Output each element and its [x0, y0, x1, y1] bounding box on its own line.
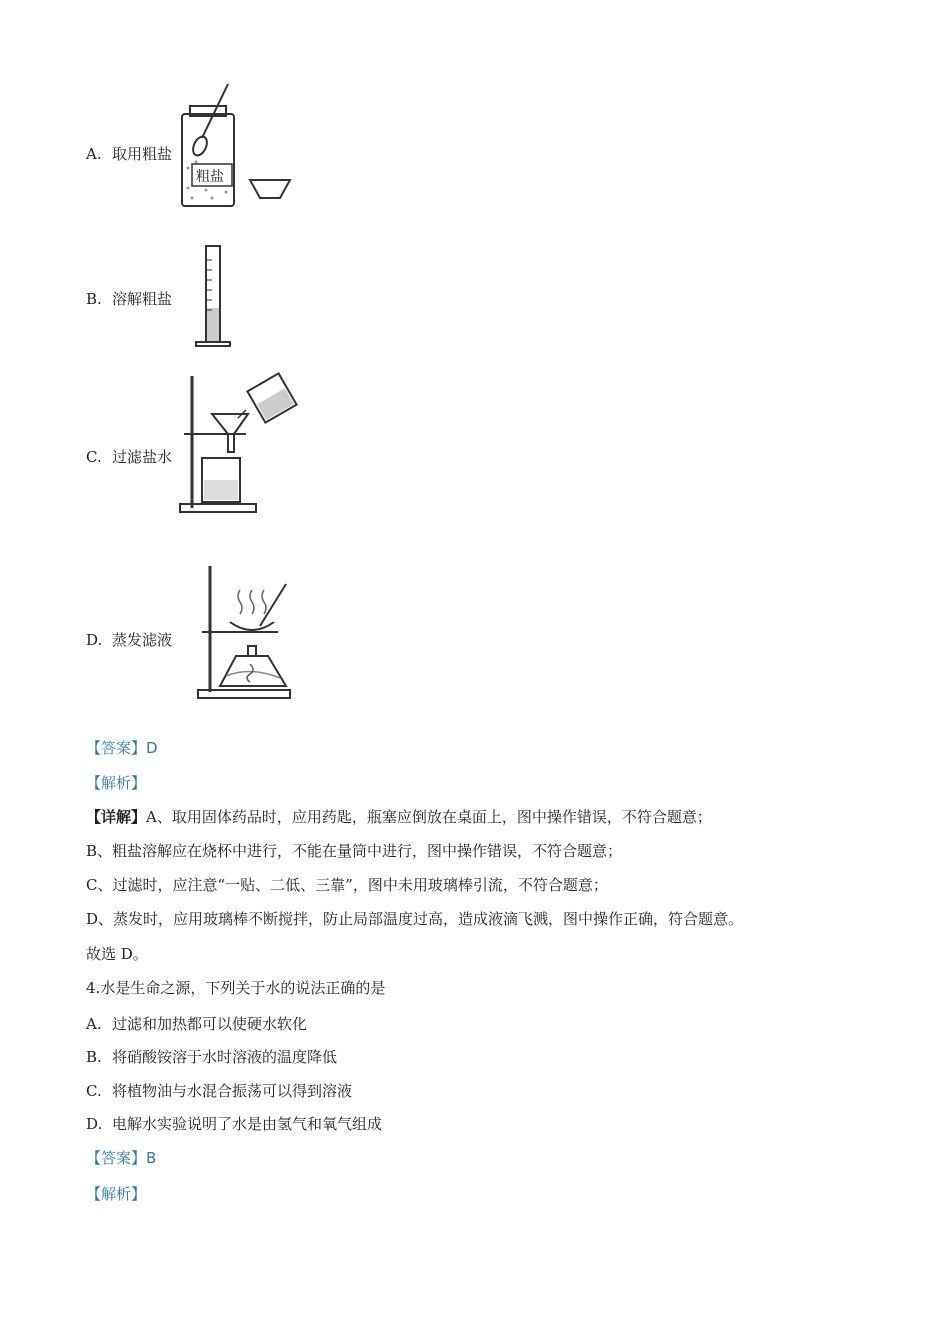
answer-value: D [146, 739, 158, 757]
option-letter: B. [86, 1048, 102, 1066]
answer-value: B [146, 1149, 157, 1167]
option-text: 过滤和加热都可以使硬水软化 [112, 1015, 308, 1033]
option-text: 过滤盐水 [112, 448, 173, 466]
option-letter: D. [86, 1115, 103, 1133]
figure-measuring-cylinder [190, 240, 240, 350]
q4-option-d [86, 1113, 382, 1134]
q3-detail-line-1 [86, 806, 712, 827]
q4-answer [86, 1147, 156, 1168]
option-letter: A. [86, 1015, 102, 1033]
option-letter: C. [86, 1082, 102, 1100]
q3-option-a [86, 143, 172, 164]
q4-stem [86, 977, 385, 998]
q4-option-b [86, 1046, 337, 1067]
detail-tag: 【详解】 [86, 808, 147, 826]
answer-tag: 【答案】 [86, 1149, 147, 1167]
q3-option-c [86, 446, 172, 467]
q4-analysis-tag: 【解析】 [86, 1185, 147, 1203]
jar-label: 粗盐 [196, 169, 224, 185]
option-text: 蒸发滤液 [112, 631, 173, 649]
q3-option-b [86, 288, 172, 309]
q3-detail-line-2: B、粗盐溶解应在烧杯中进行，不能在量筒中进行，图中操作错误，不符合题意； [86, 842, 623, 860]
option-text: 电解水实验说明了水是由氢气和氧气组成 [112, 1115, 383, 1133]
figure-filtration [176, 370, 306, 518]
q3-detail-line-3: C、过滤时，应注意“一贴、二低、三靠”，图中未用玻璃棒引流，不符合题意； [86, 876, 608, 894]
question-text: 水是生命之源，下列关于水的说法正确的是 [100, 979, 386, 997]
q3-answer [86, 737, 158, 758]
option-text: 取用粗盐 [112, 145, 173, 163]
option-letter: C. [86, 448, 102, 466]
option-letter: D. [86, 631, 103, 649]
question-number: 4. [86, 979, 101, 997]
figure-take-salt [176, 78, 296, 210]
q3-conclusion: 故选 D。 [86, 945, 148, 963]
figure-evaporation [190, 560, 300, 702]
answer-tag: 【答案】 [86, 739, 147, 757]
q3-analysis-tag: 【解析】 [86, 774, 147, 792]
option-text: 将硝酸铵溶于水时溶液的温度降低 [112, 1048, 338, 1066]
q3-option-d [86, 629, 172, 650]
q4-option-a [86, 1013, 307, 1034]
option-letter: B. [86, 290, 102, 308]
q4-option-c [86, 1080, 352, 1101]
detail-text: A、取用固体药品时，应用药匙，瓶塞应倒放在桌面上，图中操作错误，不符合题意； [146, 808, 712, 826]
option-letter: A. [86, 145, 102, 163]
q3-detail-line-4: D、蒸发时，应用玻璃棒不断搅拌，防止局部温度过高，造成液滴飞溅，图中操作正确，符合题意。 [86, 910, 744, 928]
option-text: 溶解粗盐 [112, 290, 173, 308]
option-text: 将植物油与水混合振荡可以得到溶液 [112, 1082, 353, 1100]
